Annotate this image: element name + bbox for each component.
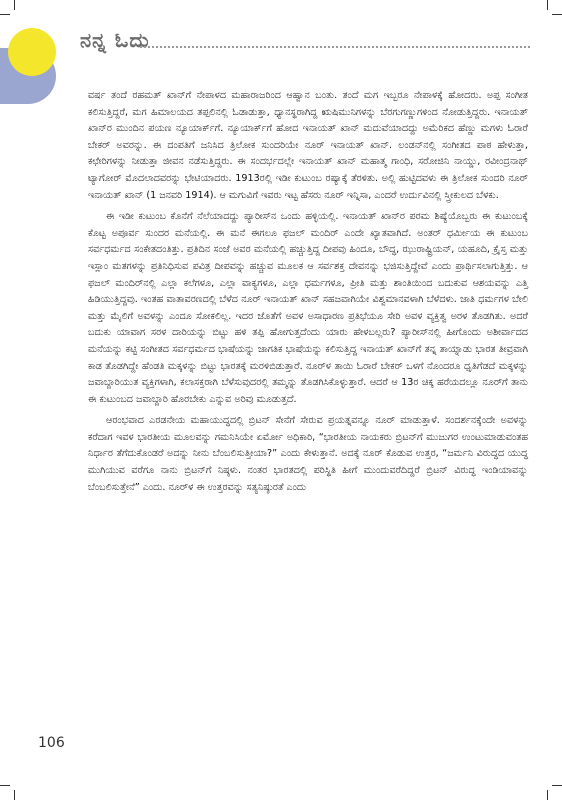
crop-mark: [0, 14, 10, 15]
crop-mark: [14, 790, 15, 800]
crop-mark: [552, 14, 562, 15]
paragraph-3: ಆರಂಭವಾದ ಎರಡನೇಯ ಮಹಾಯುದ್ಧದಲ್ಲಿ ಬ್ರಿಟನ್ ಸೇನೆಗೆ ಸೇರುವ ಪ್ರಯತ್ನವನ್ನೂ ನೂರ್ ಮಾಡುತ್ತಾಳೆ. ಸಂದರ್ಶನಕ್ಕೆಂದೇ ಅವಳನ್ನು ಕರೆದಾಗ ಇವಳ ಭಾರತೀಯ ಮೂಲವನ್ನು ಗಮನಿಸಿಯೇ ಏರ್ಮೋ ಅಧಿಕಾರಿ, “ಭಾರತೀಯ ನಾಯಕರು ಬ್ರಿಟನ್‌ಗೆ ಮುಜುಗರ ಉಂಟುಮಾಡುವಂತಹ ನಿರ್ಧಾರ ತೆಗೆದುಕೊಂಡರೆ ಅದನ್ನು ನೀನು ಬೆಂಬಲಿಸುತ್ತೀಯಾ?” ಎಂದು ಕೇಳುತ್ತಾನೆ. ಅದಕ್ಕೆ ನೂರ್ ಕೊಡುವ ಉತ್ತರ, “ಜರ್ಮನಿ ವಿರುದ್ಧದ ಯುದ್ಧ ಮುಗಿಯುವ ವರೆಗೂ ನಾನು ಬ್ರಿಟನ್‌ಗೆ ನಿಷ್ಠಳು. ನಂತರ ಭಾರತದಲ್ಲಿ ಪರಿಸ್ಥಿತಿ ಹೀಗೆ ಮುಂದುವರೆದಿದ್ದರೆ ಬ್ರಿಟನ್ ವಿರುದ್ಧ ಇಂಡಿಯಾವನ್ನು ಬೆಂಬಲಿಸುತ್ತೇನೆ” ಎಂದು. ನೂರ್‌ಳ ಈ ಉತ್ತರವನ್ನು ಸತ್ಯನಿಷ್ಠುರತೆ ಎಂದು: [88, 415, 528, 493]
paragraph-1: ವರ್ಷ ತಂದೆ ರಹಮತ್ ಖಾನ್‌ಗೆ ನೇಪಾಳದ ಮಹಾರಾಜರಿಂದ ಆಹ್ವಾನ ಬಂತು. ತಂದೆ ಮಗ ಇಬ್ಬರೂ ನೇಪಾಳಕ್ಕೆ ಹೋದರು. ಅಪ್ಪ ಸಂಗೀತ ಕಲಿಸುತ್ತಿದ್ದರೆ, ಮಗ ಹಿಮಾಲಯದ ತಪ್ಪಲಿನಲ್ಲಿ ಓಡಾಡುತ್ತಾ, ಧ್ಯಾನಸ್ಥರಾಗಿದ್ದ ಋಷಿಮುನಿಗಳನ್ನು ಬೆರಗುಗಣ್ಣುಗಳಿಂದ ನೋಡುತ್ತಿದ್ದರು. ಇನಾಯತ್ ಖಾನ್‌ರ ಮುಂದಿನ ಪಯಣ ನ್ಯೂಯಾರ್ಕ್‌ಗೆ. ನ್ಯೂಯಾರ್ಕ್‌ಗೆ ಹೋದ ಇನಾಯತ್ ಖಾನ್ ಮದುವೆಯಾದದ್ದು ಅಮೆರಿಕದ ಹೆಣ್ಣು ಮಗಳು ಓರಾರೆ ಬೇಕರ್ ಅವರನ್ನು. ಈ ದಂಪತಿಗೆ ಜನಿಸಿದ ತ್ರಿಲೋಕ ಸುಂದರಿಯೇ ನೂರ್ ಇನಾಯತ್ ಖಾನ್. ಲಂಡನ್‌ನಲ್ಲಿ ಸಂಗೀತದ ಪಾಠ ಹೇಳುತ್ತಾ, ಕಛೇರಿಗಳನ್ನು ನೀಡುತ್ತಾ ಜೀವನ ನಡೆಸುತ್ತಿದ್ದರು. ಈ ಸಂದರ್ಭದಲ್ಲೇ ಇನಾಯತ್ ಖಾನ್ ಮಹಾತ್ಮ ಗಾಂಧಿ, ಸರೋಜಿನಿ ನಾಯ್ಡು, ರವೀಂದ್ರನಾಥ್ ಟ್ಯಾಗೋರ್ ಮೊದಲಾದವರನ್ನು ಭೇಟಿಯಾದರು. 1913ರಲ್ಲಿ ಇಡೀ ಕುಟುಂಬ ರಷ್ಯಾಕ್ಕೆ ತೆರಳಿತು. ಅಲ್ಲಿ ಹುಟ್ಟಿದವಳು ಈ ತ್ರಿಲೋಕ ಸುಂದರಿ ನೂರ್ ಇನಾಯತ್ ಖಾನ್ (1 ಜನವರಿ 1914). ಆ ಮಗುವಿಗೆ ಇವರು ಇಟ್ಟ ಹೆಸರು ನೂರ್ ಇನ್ನಿಸಾ, ಎಂದರೆ ಉರ್ದುವಿನಲ್ಲಿ ಸ್ತ್ರೀಕುಲದ ಬೆಳಕು.: [88, 90, 528, 201]
page-number: 106: [38, 735, 65, 751]
paragraph-2: ಈ ಇಡೀ ಕುಟುಂಬ ಕೊನೆಗೆ ನೆಲೆಯಾದದ್ದು ಪ್ಯಾರೀಸ್‌ನ ಒಂದು ಹಳ್ಳಿಯಲ್ಲಿ. ಇನಾಯತ್ ಖಾನ್‌ರ ಪರಮ ಶಿಷ್ಯೆಯೊಬ್ಬರು ಈ ಕುಟುಂಬಕ್ಕೆ ಕೊಟ್ಟ ಅಪೂರ್ವ ಸುಂದರ ಮನೆಯಲ್ಲಿ. ಈ ಮನೆ ಈಗಲೂ ಫಜಲ್ ಮಂದಿರ್ ಎಂದೇ ಖ್ಯಾತವಾಗಿದೆ. ಅಂತರ್ ಧರ್ಮೀಯ ಈ ಕುಟುಂಬ ಸರ್ವಧರ್ಮದ ಸಂಕೇತದಂತಿತ್ತು. ಪ್ರತಿದಿನ ಸಂಜೆ ಅವರ ಮನೆಯಲ್ಲಿ ಹಚ್ಚುತ್ತಿದ್ದ ದೀಪವು ಹಿಂದೂ, ಬೌದ್ಧ, ಝುರಾಷ್ಟ್ರಿಯನ್, ಯಹೂದಿ, ಕ್ರೈಸ್ತ ಮತ್ತು ಇಸ್ಲಾಂ ಮತಗಳನ್ನು ಪ್ರತಿನಿಧಿಸುವ ಪವಿತ್ರ ದೀಪವನ್ನು ಹಚ್ಚುವ ಮೂಲಕ ಆ ಸರ್ವಶಕ್ತ ದೇವನನ್ನು ಭಜಿಸುತ್ತಿದ್ದೇವೆ ಎಂದು ಪ್ರಾರ್ಥಿಸಲಾಗುತ್ತಿತ್ತು. ಆ ಫಜಲ್ ಮಂದಿರ್‌ನಲ್ಲಿ ಎಲ್ಲಾ ಕಲೆಗಳೂ, ಎಲ್ಲಾ ವಾಕ್ಯಗಳೂ, ಎಲ್ಲಾ ಧರ್ಮಗಳೂ, ಪ್ರೀತಿ ಮತ್ತು ಶಾಂತಿಯಿಂದ ಬದುಕುವ ಆಶಯವನ್ನು ಎತ್ತಿ ಹಿಡಿಯುತ್ತಿದ್ದವು. ಇಂತಹ ವಾತಾವರಣದಲ್ಲಿ ಬೆಳೆದ ನೂರ್ ಇನಾಯತ್ ಖಾನ್ ಸಹಜವಾಗಿಯೇ ವಿಶ್ವಮಾನವಳಾಗಿ ಬೆಳೆದಳು. ಜಾತಿ ಧರ್ಮಗಳ ಬೇಲಿ ಮತ್ತು ಮೈಲಿಗೆ ಅವಳನ್ನು ಎಂದೂ ಸೋಕಲಿಲ್ಲ. ಇದರ ಜೊತೆಗೆ ಅವಳ ಅಸಾಧಾರಣ ಪ್ರತಿಭೆಯೂ ಸೇರಿ ಅವಳ ವ್ಯಕ್ತಿತ್ವ ಅರಳ ತೊಡಗಿತು. ಅದರೆ ಬದುಕು ಯಾವಾಗ ಸರಳ ದಾರಿಯನ್ನು ಬಿಟ್ಟು ಹಳಿ ತಪ್ಪಿ ಹೋಗುತ್ತದೆಂದು ಯಾರು ಹೇಳಬಲ್ಲರು? ಪ್ಯಾರೀಸ್‌ನಲ್ಲಿ ಹೀಗೊಂದು ಅಶೀರ್ವಾದದ ಮನೆಯನ್ನು ಕಟ್ಟಿ ಸಂಗೀತದ ಸರ್ವಧರ್ಮದ ಭಾಷೆಯನ್ನು ಜಾಗತಿಕ ಭಾಷೆಯನ್ನು ಕಲಿಸುತ್ತಿದ್ದ ಇನಾಯತ್ ಖಾನ್‌ಗೆ ತನ್ನ ತಾಯ್ನಾಡು ಭಾರತ ತೀವ್ರವಾಗಿ ಕಾಡ ತೊಡಗಿದ್ದೇ ಹೆಂಡತಿ ಮಕ್ಕಳನ್ನು ಬಿಟ್ಟು ಭಾರತಕ್ಕೆ ಮರಳಿಬಿಡುತ್ತಾರೆ. ನೂರ್‌ಳ ತಾಯಿ ಓರಾರೆ ಬೇಕರ್ ಒಳಗೆ ನೊಂದರೂ ಧೃತಿಗೆಡದೆ ಮಕ್ಕಳನ್ನು ಜವಾಬ್ದಾರಿಯುತ ವ್ಯಕ್ತಿಗಳಾಗಿ, ಕಲಾಸಕ್ತರಾಗಿ ಬೆಳೆಸುವುದರಲ್ಲಿ ತಮ್ಮನ್ನು ತೊಡಗಿಸಿಕೊಳ್ಳುತ್ತಾರೆ. ಆದರೆ ಆ 13ರ ಚಿಕ್ಕ ಹರೆಯದಲ್ಲೂ ನೂರ್‌ಗೆ ತಾನು ಈ ಕುಟುಂಬದ ಜವಾಬ್ದಾರಿ ಹೊರಬೇಕು ಎನ್ನುವ ಅರಿವು ಮೂಡುತ್ತದೆ.: [88, 211, 528, 405]
crop-mark: [547, 0, 548, 10]
decorative-yellow-circle: [8, 28, 56, 76]
crop-mark: [0, 785, 10, 786]
dotted-rule: [140, 46, 530, 48]
section-title: ನನ್ನ ಓದು: [80, 28, 150, 52]
crop-mark: [14, 0, 15, 10]
crop-mark: [552, 785, 562, 786]
body-text: [88, 88, 528, 501]
crop-mark: [547, 790, 548, 800]
